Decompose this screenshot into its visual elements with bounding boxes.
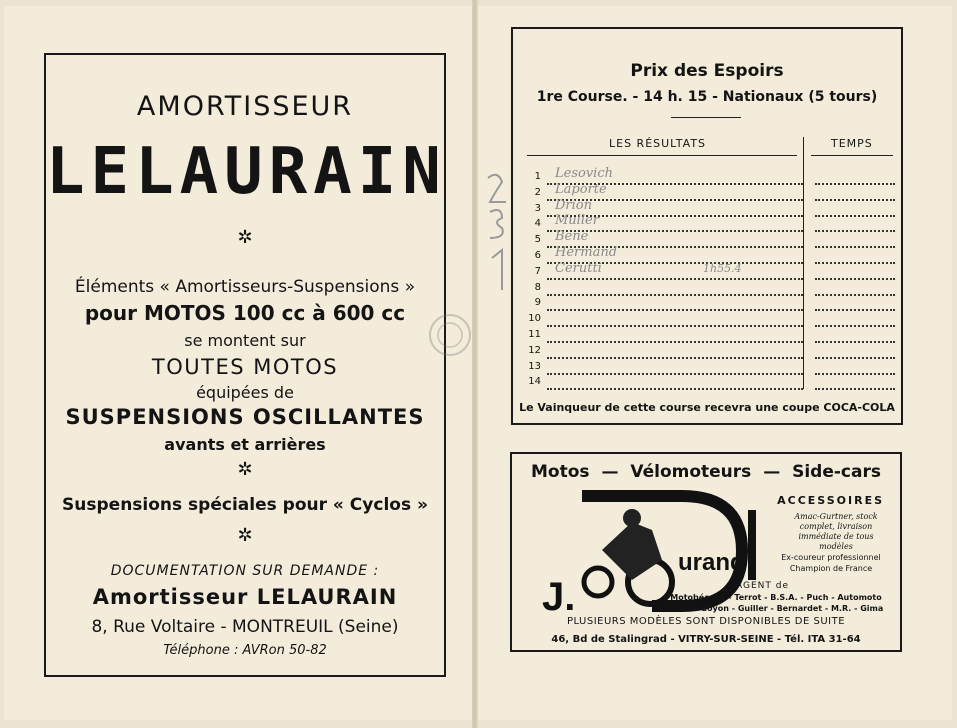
result-position: 7: [534, 265, 541, 277]
result-position: 11: [528, 328, 541, 340]
handwritten-rider-name: Cerutti: [555, 260, 602, 276]
ad-line-address: 8, Rue Voltaire - MONTREUIL (Seine): [91, 617, 399, 637]
handwritten-rider-name: Hermand: [555, 244, 618, 260]
ad-line-toutes: TOUTES MOTOS: [151, 355, 339, 379]
result-position: 4: [534, 218, 541, 230]
result-position: 13: [528, 360, 541, 372]
ad-line-phone: Téléphone : AVRon 50-82: [163, 643, 327, 658]
handwritten-rider-name: Bene: [555, 229, 589, 245]
availability-note: PLUSIEURS MODÈLES SONT DISPONIBLES DE SUITE: [566, 616, 846, 627]
ad-brand: LELAURAIN: [46, 135, 447, 209]
ad-line-cyclos: Suspensions spéciales pour « Cyclos »: [62, 495, 428, 515]
result-row: [525, 345, 895, 361]
result-position: 9: [534, 297, 541, 309]
star-icon: ✲: [237, 459, 253, 480]
time-entry-line: [815, 220, 895, 232]
result-position: 10: [528, 313, 541, 325]
results-column-header: LES RÉSULTATS: [609, 137, 707, 150]
ad-line-motos: pour MOTOS 100 cc à 600 cc: [84, 301, 406, 325]
result-position: 5: [534, 234, 541, 246]
time-entry-line: [815, 173, 895, 185]
time-entry-line: [815, 363, 895, 375]
name-entry-line: [547, 299, 803, 311]
ad-line-avants: avants et arrières: [164, 435, 326, 454]
time-entry-line: [815, 347, 895, 359]
ad-heading: AMORTISSEUR: [136, 91, 354, 122]
ad-line-montent: se montent sur: [184, 331, 306, 350]
result-row: [525, 329, 895, 345]
star-icon: ✲: [237, 227, 253, 248]
name-entry-line: [547, 284, 803, 296]
result-position: 6: [534, 249, 541, 261]
svg-text:urand: urand: [678, 549, 745, 576]
ad-line-equipees: équipées de: [196, 383, 294, 402]
library-stamp-icon: [427, 312, 473, 358]
time-entry-line: [815, 331, 895, 343]
time-entry-line: [815, 299, 895, 311]
time-column-header: TEMPS: [831, 137, 873, 150]
name-entry-line: [547, 331, 803, 343]
result-position: 2: [534, 186, 541, 198]
ad-line-suspensions: SUSPENSIONS OSCILLANTES: [65, 405, 425, 429]
ad-line-documentation: DOCUMENTATION SUR DEMANDE :: [110, 563, 380, 579]
result-position: 14: [528, 376, 541, 388]
svg-text:J.: J.: [542, 575, 576, 619]
handwritten-rider-name: Laporte: [555, 181, 607, 197]
handwritten-time: 1h55.4: [703, 261, 742, 275]
durand-heading: Motos — Vélomoteurs — Side-cars: [531, 462, 881, 482]
time-entry-line: [815, 315, 895, 327]
result-row: [525, 376, 895, 392]
result-position: 12: [528, 344, 541, 356]
ad-line-elements: Éléments « Amortisseurs-Suspensions »: [74, 277, 416, 297]
ex-coureur-text: Ex-coureur professionnel Champion de France: [781, 553, 881, 573]
time-header-rule: [811, 155, 893, 156]
time-entry-line: [815, 252, 895, 264]
accessories-label: ACCESSOIRES: [777, 494, 884, 507]
title-divider: [671, 117, 741, 118]
handwritten-rider-name: Drion: [555, 197, 592, 213]
lelaurain-advertisement: [44, 53, 446, 677]
brand-list: Motobécane - Terrot - B.S.A. - Puch - Automoto Monet-Goyon - Guiller - Bernardet - M.R. - Gima: [668, 593, 884, 613]
agent-label: AGENT de: [736, 581, 789, 591]
results-rows: [525, 166, 895, 392]
name-entry-line: [547, 363, 803, 375]
handwritten-rider-name: Lesovich: [555, 166, 613, 181]
time-entry-line: [815, 205, 895, 217]
handwritten-margin-marks: [482, 168, 528, 298]
result-position: 1: [534, 171, 541, 182]
durand-address: 46, Bd de Stalingrad - VITRY-SUR-SEINE - Tél. ITA 31-64: [551, 634, 861, 645]
name-entry-line: [547, 378, 803, 390]
result-row: [525, 313, 895, 329]
name-entry-line: [547, 347, 803, 359]
result-row: [525, 282, 895, 298]
star-icon: ✲: [237, 525, 253, 546]
name-entry-line: [547, 315, 803, 327]
time-entry-line: [815, 284, 895, 296]
race-course-info: 1re Course. - 14 h. 15 - Nationaux (5 tours): [536, 89, 878, 105]
result-row: [525, 361, 895, 377]
result-row: [525, 297, 895, 313]
time-entry-line: [815, 236, 895, 248]
result-position: 8: [534, 281, 541, 293]
time-entry-line: [815, 189, 895, 201]
durand-advertisement: [510, 452, 902, 652]
result-row: [525, 260, 895, 282]
results-sheet: [511, 27, 903, 425]
race-title: Prix des Espoirs: [630, 61, 784, 81]
accessories-text: Amac-Gurtner, stock complet, livraison immédiate de tous modèles: [794, 512, 878, 551]
ad-line-company: Amortisseur LELAURAIN: [92, 585, 398, 609]
handwritten-rider-name: Muller: [555, 213, 599, 229]
result-position: 3: [534, 202, 541, 214]
winner-prize-note: Le Vainqueur de cette course recevra une coupe COCA-COLA: [519, 401, 895, 414]
time-entry-line: [815, 268, 895, 280]
results-header-rule: [527, 155, 797, 156]
time-entry-line: [815, 378, 895, 390]
